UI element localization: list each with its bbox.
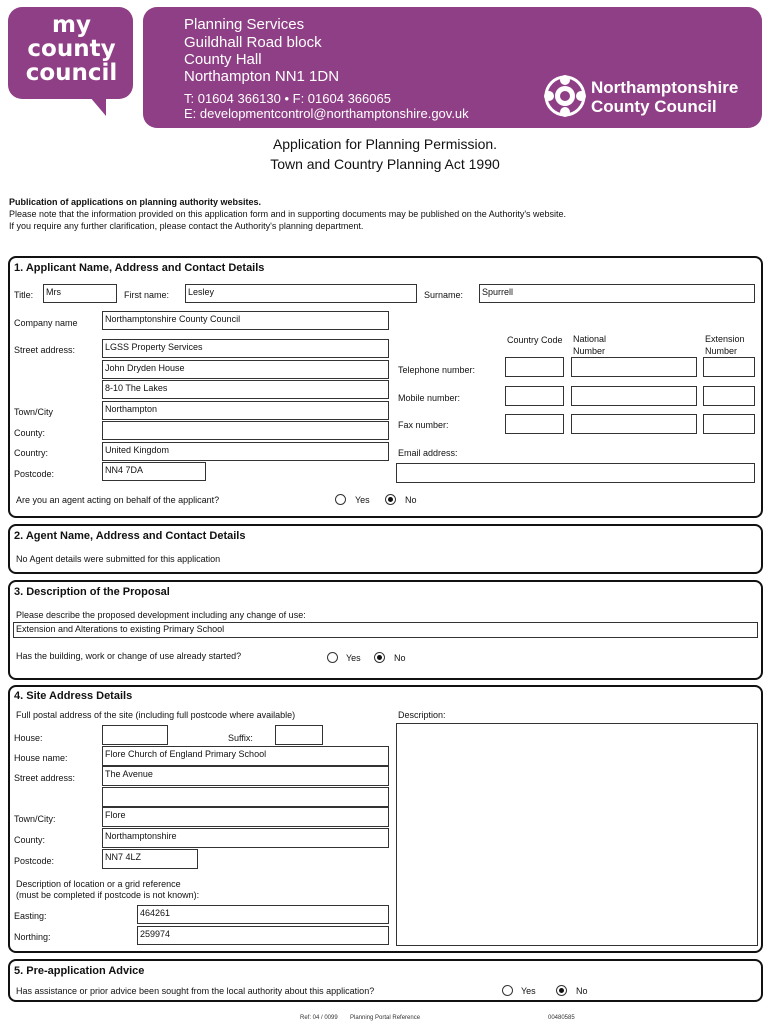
first-name-label: First name: — [124, 290, 170, 300]
suffix-label: Suffix: — [228, 733, 253, 743]
advice-no-radio[interactable] — [556, 985, 567, 996]
street-address-field[interactable]: LGSS Property Services — [102, 339, 389, 358]
advice-question: Has assistance or prior advice been sought from the local authority about this application? — [16, 986, 375, 996]
logo-line-county: county — [27, 36, 116, 62]
location-description-text: Description of location or a grid reference — [16, 879, 181, 889]
started-no-radio[interactable] — [374, 652, 385, 663]
title-field[interactable]: Mrs — [43, 284, 117, 303]
telephone-number-field[interactable] — [571, 357, 697, 377]
section-title: 2. Agent Name, Address and Contact Details — [14, 530, 246, 542]
first-name-field[interactable]: Lesley — [185, 284, 417, 303]
northing-field[interactable]: 259974 — [137, 926, 389, 945]
telephone-country-code-field[interactable] — [505, 357, 564, 377]
rose-emblem-icon — [543, 74, 587, 118]
county-label: County: — [14, 428, 46, 438]
site-street-field[interactable] — [102, 787, 389, 807]
suffix-field[interactable] — [275, 725, 323, 745]
town-field[interactable]: Northampton — [102, 401, 389, 420]
extension-number-label: Extension Number — [705, 334, 745, 356]
telephone-label: Telephone number: — [398, 365, 476, 375]
started-yes-label: Yes — [346, 653, 361, 663]
publication-heading: Publication of applications on planning authority websites. — [9, 197, 262, 207]
easting-label: Easting: — [14, 911, 47, 921]
document-subtitle: Town and Country Planning Act 1990 — [270, 156, 500, 172]
email-line: E: developmentcontrol@northamptonshire.gov.uk — [184, 106, 469, 121]
advice-yes-label: Yes — [521, 986, 536, 996]
telephone-extension-field[interactable] — [703, 357, 755, 377]
fax-extension-field[interactable] — [703, 414, 755, 434]
logo-line-council: council — [25, 60, 118, 86]
document-title: Application for Planning Permission. — [272, 136, 498, 152]
company-name-field[interactable]: Northamptonshire County Council — [102, 311, 389, 330]
work-started-question: Has the building, work or change of use already started? — [16, 651, 242, 661]
started-yes-radio[interactable] — [327, 652, 338, 663]
agent-no-radio[interactable] — [385, 494, 396, 505]
site-description-label: Description: — [398, 710, 446, 720]
phone-line: T: 01604 366130 • F: 01604 366065 — [184, 91, 391, 106]
footer-portal-number: 00480585 — [548, 1015, 575, 1021]
council-name-line: County Council — [591, 97, 717, 116]
full-postal-label: Full postal address of the site (including full postcode where available) — [16, 710, 296, 720]
section-title: 4. Site Address Details — [14, 690, 133, 702]
easting-field[interactable]: 464261 — [137, 905, 389, 924]
site-postcode-field[interactable]: NN7 4LZ — [102, 849, 198, 869]
fax-label: Fax number: — [398, 420, 449, 430]
address-line: Northampton NN1 1DN — [184, 68, 340, 85]
house-name-label: House name: — [14, 753, 68, 763]
site-postcode-label: Postcode: — [14, 856, 55, 866]
proposal-description-field[interactable]: Extension and Alterations to existing Primary School — [13, 622, 758, 638]
postcode-field[interactable]: NN4 7DA — [102, 462, 206, 481]
started-no-label: No — [394, 653, 406, 663]
site-town-label: Town/City: — [14, 814, 56, 824]
site-street-label: Street address: — [14, 773, 76, 783]
location-description-text: (must be completed if postcode is not known): — [16, 890, 200, 900]
proposal-prompt: Please describe the proposed development including any change of use: — [16, 610, 306, 620]
footer-ref: Ref: 04 / 0099 — [300, 1015, 338, 1021]
street-address-label: Street address: — [14, 345, 76, 355]
site-town-field[interactable]: Flore — [102, 807, 389, 827]
country-label: Country: — [14, 448, 49, 458]
house-name-field[interactable]: Flore Church of England Primary School — [102, 746, 389, 766]
title-label: Title: — [14, 290, 34, 300]
country-field[interactable]: United Kingdom — [102, 442, 389, 461]
company-name-label: Company name — [14, 318, 78, 328]
email-label: Email address: — [398, 448, 458, 458]
logo-line-my: my — [52, 12, 91, 38]
postcode-label: Postcode: — [14, 469, 55, 479]
street-address-field[interactable]: John Dryden House — [102, 360, 389, 379]
publication-note: If you require any further clarification, please contact the Authority's planning department. — [9, 221, 364, 231]
northing-label: Northing: — [14, 932, 51, 942]
agent-no-label: No — [405, 495, 417, 505]
footer-portal-label: Planning Portal Reference — [350, 1015, 421, 1021]
site-county-field[interactable]: Northamptonshire — [102, 828, 389, 848]
address-line: Planning Services — [184, 16, 305, 33]
address-line: Guildhall Road block — [184, 34, 322, 51]
section-title: 5. Pre-application Advice — [14, 965, 145, 977]
site-street-field[interactable]: The Avenue — [102, 766, 389, 786]
agent-yes-label: Yes — [355, 495, 370, 505]
country-code-label: Country Code — [507, 335, 563, 345]
mobile-label: Mobile number: — [398, 393, 461, 403]
agent-question: Are you an agent acting on behalf of the applicant? — [16, 495, 220, 505]
agent-details-note: No Agent details were submitted for this application — [16, 554, 221, 564]
council-name-line: Northamptonshire — [591, 78, 739, 97]
publication-note: Please note that the information provided on this application form and in supporting documents may be published on the Authority's website. — [9, 209, 567, 219]
logo-bubble-tail — [84, 90, 106, 116]
advice-no-label: No — [576, 986, 588, 996]
town-label: Town/City — [14, 407, 54, 417]
fax-number-field[interactable] — [571, 414, 697, 434]
mobile-country-code-field[interactable] — [505, 386, 564, 406]
surname-field[interactable]: Spurrell — [479, 284, 755, 303]
mobile-extension-field[interactable] — [703, 386, 755, 406]
email-field[interactable] — [396, 463, 755, 483]
site-county-label: County: — [14, 835, 46, 845]
site-description-field[interactable] — [396, 723, 758, 946]
address-line: County Hall — [184, 51, 262, 68]
fax-country-code-field[interactable] — [505, 414, 564, 434]
county-field[interactable] — [102, 421, 389, 440]
street-address-field[interactable]: 8-10 The Lakes — [102, 380, 389, 399]
house-label: House: — [14, 733, 43, 743]
house-field[interactable] — [102, 725, 168, 745]
advice-yes-radio[interactable] — [502, 985, 513, 996]
national-number-label: National Number — [573, 334, 607, 356]
mobile-number-field[interactable] — [571, 386, 697, 406]
section-title: 1. Applicant Name, Address and Contact Details — [14, 262, 265, 274]
section-title: 3. Description of the Proposal — [14, 586, 170, 598]
agent-yes-radio[interactable] — [335, 494, 346, 505]
surname-label: Surname: — [424, 290, 464, 300]
